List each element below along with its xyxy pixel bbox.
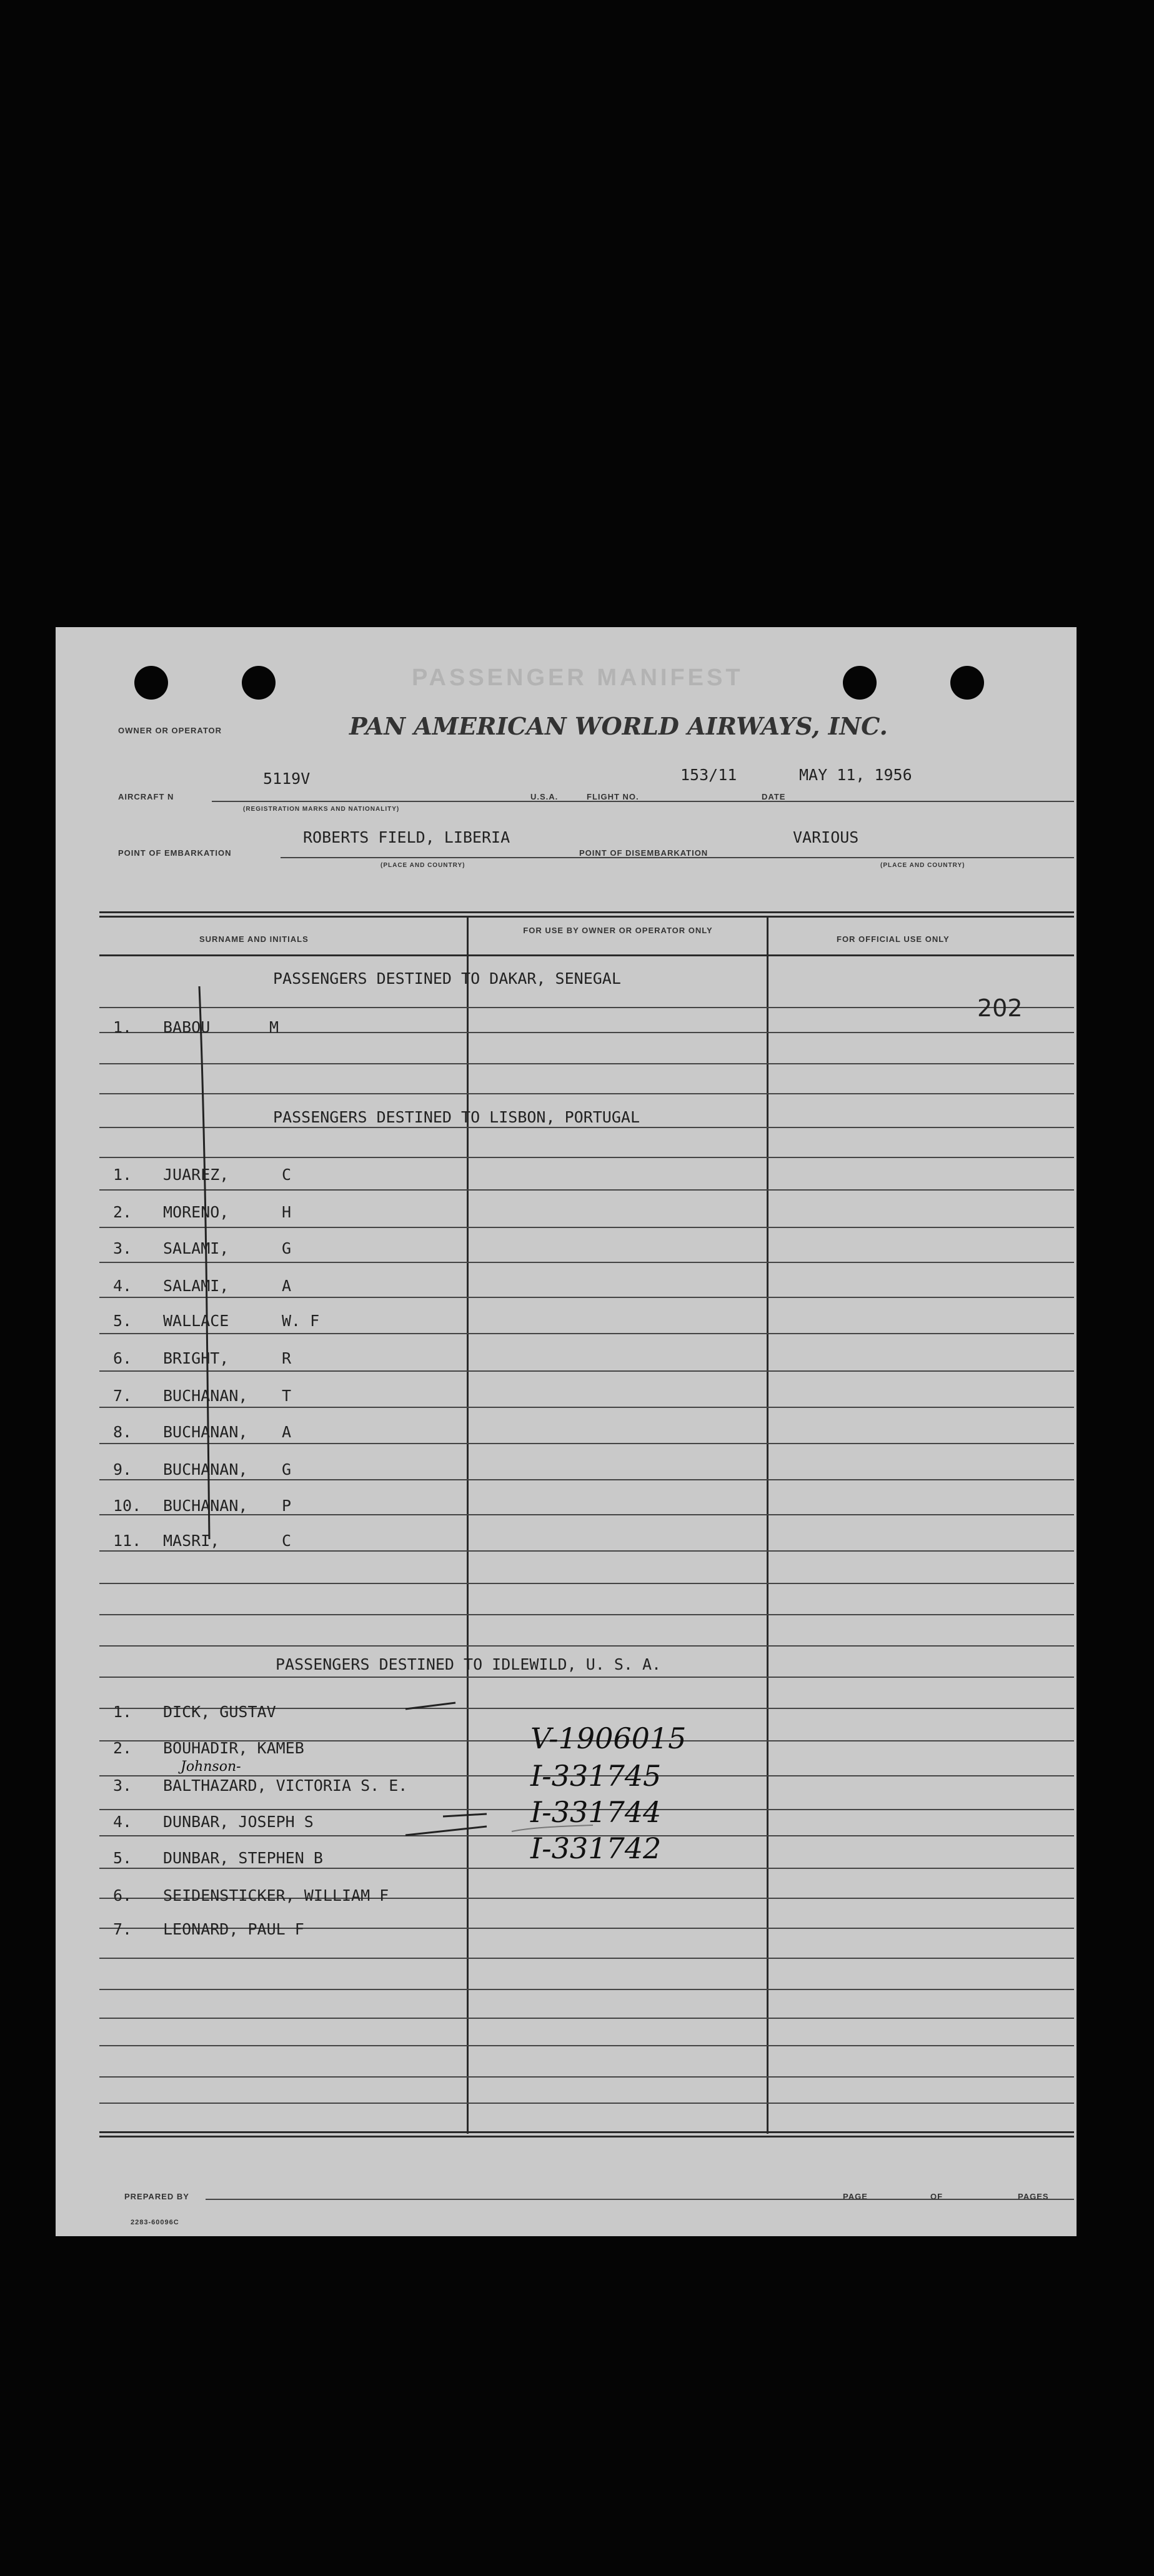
passenger-name: SALAMI, [163, 1239, 229, 1257]
dash-stroke [443, 1814, 487, 1816]
date-label: DATE [762, 792, 786, 801]
passenger-name: SALAMI, [163, 1277, 229, 1295]
group-heading-lisbon: PASSENGERS DESTINED TO LISBON, PORTUGAL [273, 1108, 640, 1126]
visa-number: I-331742 [530, 1831, 662, 1865]
embarkation-label: POINT OF EMBARKATION [118, 848, 232, 858]
row-number: 2. [113, 1739, 132, 1757]
passenger-initials: H [282, 1203, 292, 1221]
nationality-value: U.S.A. [530, 792, 559, 801]
date-value: MAY 11, 1956 [799, 766, 912, 784]
passenger-initials: W. F [282, 1312, 320, 1330]
flight-value: 153/11 [680, 766, 737, 784]
passenger-initials: A [282, 1423, 292, 1441]
row-number: 9. [113, 1460, 132, 1479]
passenger-name: MORENO, [163, 1203, 229, 1221]
passenger-initials: C [282, 1166, 292, 1184]
official-mark: 202 [977, 994, 1023, 1022]
row-number: 3. [113, 1239, 132, 1257]
form-number: 2283-60096C [131, 2219, 179, 2226]
row-number: 5. [113, 1312, 132, 1330]
passenger-name: BRIGHT, [163, 1349, 229, 1367]
passenger-initials: G [282, 1239, 292, 1257]
manifest-sheet [56, 627, 1077, 2236]
row-number: 4. [113, 1813, 132, 1831]
passenger-name: BUCHANAN, [163, 1497, 248, 1515]
document-title: PASSENGER MANIFEST [412, 665, 744, 691]
table-bottom-rule [99, 2131, 1074, 2133]
embarkation-note: (PLACE AND COUNTRY) [381, 862, 465, 869]
checkmark-stroke [199, 986, 209, 1539]
passenger-name: DUNBAR, STEPHEN B [163, 1849, 323, 1867]
prepared-by-label: PREPARED BY [124, 2192, 189, 2201]
passenger-name: MASRI, [163, 1532, 220, 1550]
passenger-name: DICK, GUSTAV [163, 1703, 276, 1721]
passenger-name: BUCHANAN, [163, 1387, 248, 1405]
visa-number: V-1906015 [530, 1721, 687, 1755]
row-number: 1. [113, 1018, 132, 1036]
column-header-official-use: FOR OFFICIAL USE ONLY [837, 934, 950, 944]
passenger-name: BUCHANAN, [163, 1460, 248, 1479]
disembarkation-value: VARIOUS [793, 828, 859, 846]
passenger-name: BUCHANAN, [163, 1423, 248, 1441]
row-number: 3. [113, 1776, 132, 1795]
row-number: 6. [113, 1349, 132, 1367]
passenger-name: BALTHAZARD, VICTORIA S. E. [163, 1776, 408, 1795]
embarkation-value: ROBERTS FIELD, LIBERIA [303, 828, 510, 846]
visa-number: I-331744 [530, 1795, 662, 1829]
dash-stroke [405, 1826, 487, 1835]
owner-label: OWNER OR OPERATOR [118, 726, 222, 735]
passenger-name: SEIDENSTICKER, WILLIAM F [163, 1886, 389, 1905]
row-number: 11. [113, 1532, 142, 1550]
row-number: 4. [113, 1277, 132, 1295]
group-heading-idlewild: PASSENGERS DESTINED TO IDLEWILD, U. S. A. [276, 1655, 662, 1673]
passenger-initials: R [282, 1349, 292, 1367]
passenger-name: LEONARD, PAUL F [163, 1920, 304, 1938]
page-label: PAGE [843, 2192, 868, 2201]
visa-number: I-331745 [530, 1759, 662, 1793]
passenger-name: WALLACE [163, 1312, 229, 1330]
passenger-name: BABOU [163, 1018, 211, 1036]
row-number: 8. [113, 1423, 132, 1441]
passenger-initials: P [282, 1497, 292, 1515]
passenger-initials: M [269, 1018, 279, 1036]
column-header-owner-use: FOR USE BY OWNER OR OPERATOR ONLY [523, 926, 713, 935]
passenger-initials: T [282, 1387, 292, 1405]
dash-stroke [405, 1703, 455, 1709]
flight-label: FLIGHT NO. [587, 792, 639, 801]
registration-note: (REGISTRATION MARKS AND NATIONALITY) [243, 806, 400, 813]
row-number: 1. [113, 1703, 132, 1721]
disembarkation-note: (PLACE AND COUNTRY) [880, 862, 965, 869]
passenger-initials: G [282, 1460, 292, 1479]
passenger-name: JUAREZ, [163, 1166, 229, 1184]
row-number: 7. [113, 1920, 132, 1938]
owner-value: PAN AMERICAN WORLD AIRWAYS, INC. [349, 712, 888, 740]
pages-label: PAGES [1018, 2192, 1049, 2201]
row-number: 6. [113, 1886, 132, 1905]
disembarkation-label: POINT OF DISEMBARKATION [579, 848, 709, 858]
handwriting-marks [56, 627, 1077, 2236]
aircraft-label: AIRCRAFT N [118, 792, 174, 801]
row-number: 2. [113, 1203, 132, 1221]
column-header-surname: SURNAME AND INITIALS [199, 934, 309, 944]
group-heading-dakar: PASSENGERS DESTINED TO DAKAR, SENEGAL [273, 969, 621, 988]
passenger-initials: C [282, 1532, 292, 1550]
row-number: 7. [113, 1387, 132, 1405]
passenger-name: DUNBAR, JOSEPH S [163, 1813, 314, 1831]
row-number: 5. [113, 1849, 132, 1867]
prepared-by-line [206, 2199, 1074, 2200]
handwritten-name-note: Johnson- [181, 1759, 241, 1775]
row-number: 10. [113, 1497, 142, 1515]
passenger-initials: A [282, 1277, 292, 1295]
dash-stroke [512, 1825, 593, 1831]
aircraft-value: 5119V [263, 770, 311, 788]
row-number: 1. [113, 1166, 132, 1184]
of-label: OF [930, 2192, 943, 2201]
table-bottom-rule [99, 2136, 1074, 2138]
passenger-name: BOUHADIR, KAMEB [163, 1739, 304, 1757]
